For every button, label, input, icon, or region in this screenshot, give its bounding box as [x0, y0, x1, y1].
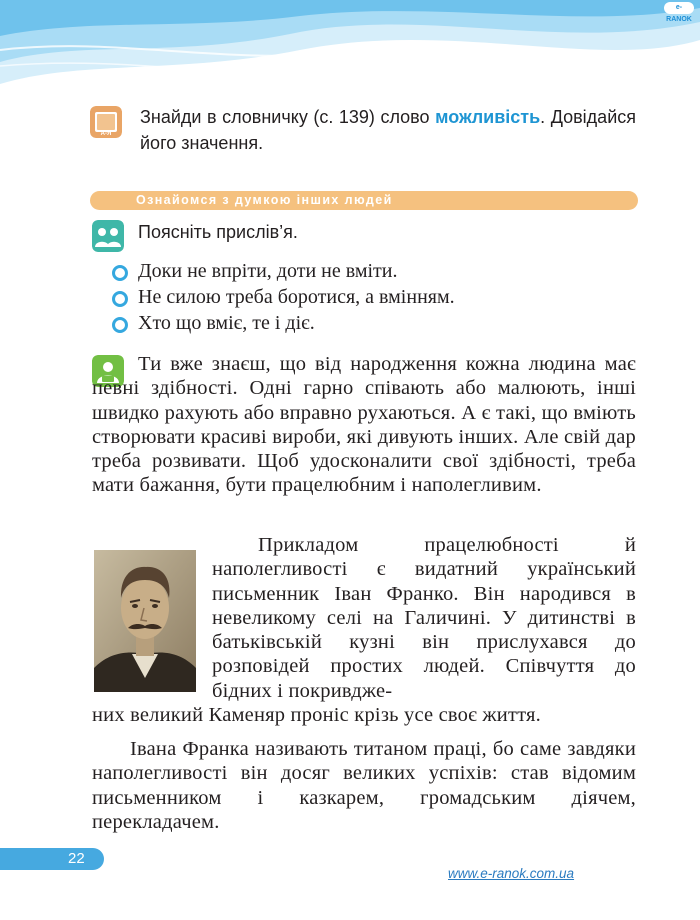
website-link[interactable]: www.e-ranok.com.ua [448, 866, 575, 881]
paragraph-titan-of-labor: Івана Франка називають титаном праці, бо саме завдяки наполегливості він досяг великих успіхів: став відомим письменником і казкарем, громадським діячем, перекладачем. [92, 738, 636, 833]
task-dictionary [140, 104, 636, 156]
discussion-icon [92, 220, 124, 252]
bullet-icon [112, 317, 128, 333]
list-item [112, 310, 455, 336]
proverb-text: Доки не впріти, доти не вміти. [138, 260, 398, 282]
page-number: 22 [68, 850, 85, 867]
paragraph-franko-bio-end: них великий Каменяр проніс крізь усе своє життя. [92, 704, 541, 726]
paragraph-talents: Ти вже знаєш, що від народження кожна людина має певні здібності. Одні гарно співають або малюють, інші швидко рахують або вправно рухаються. А є такі, що вміють створювати красиві вироби, які дивують інших. Але свій дар треба розвивати. Щоб удосконалити свої здібності, треба мати бажання, бути працелюбним і наполегливим. [92, 353, 636, 497]
proverb-text: Хто що вміє, те і діє. [138, 312, 315, 334]
task-dictionary-text-after: . Довідайся його значення. [140, 107, 636, 153]
publisher-logo[interactable]: e-RANOK [664, 2, 694, 14]
proverbs-list [112, 258, 455, 336]
task-dictionary-text-before: Знайди в словничку (с. 139) слово [140, 107, 436, 127]
bullet-icon [112, 291, 128, 307]
list-item [112, 258, 455, 284]
dictionary-icon-label: А-Я [100, 131, 112, 137]
header-wave-decoration [0, 0, 700, 120]
page-number-badge [0, 848, 104, 870]
section-banner [90, 191, 638, 210]
paragraph-franko-bio: Прикладом працелюбності й наполегливості є видатний український письменник Іван Франко. Він народився в невеликому селі на Галичині. У дитинстві в батьківській кузні він прислухався до розповідей простих людей. Співчуття до бідних і покривдже- [212, 534, 636, 702]
highlighted-word: можливість [435, 107, 541, 127]
section-title: Ознайомся з думкою інших людей [136, 193, 393, 207]
task-proverbs-instruction: Поясніть прислів’я. [138, 222, 298, 242]
bullet-icon [112, 265, 128, 281]
list-item [112, 284, 455, 310]
dictionary-icon [90, 106, 122, 138]
proverb-text: Не силою треба боротися, а вмінням. [138, 286, 455, 308]
portrait-photo-icon [94, 550, 196, 692]
